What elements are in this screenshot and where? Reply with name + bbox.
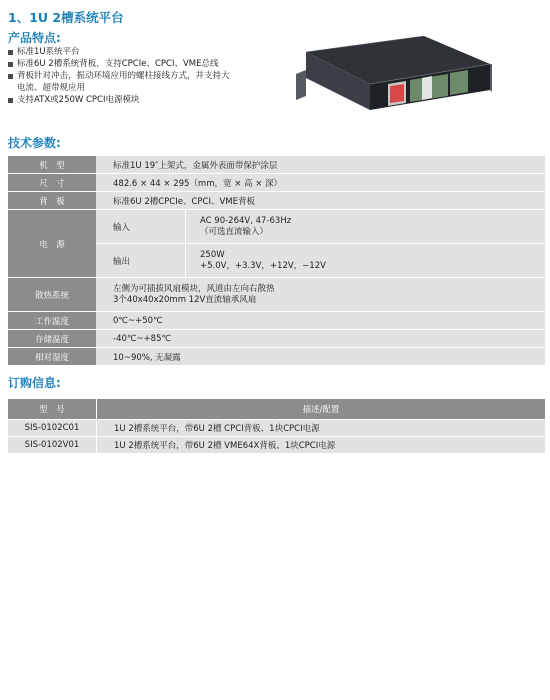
spec-label: 机 型 xyxy=(8,156,96,173)
order-description: 1U 2槽系统平台，带6U 2槽 CPCI背板、1块CPCI电源 xyxy=(97,420,545,436)
column-header-model: 型 号 xyxy=(8,399,97,419)
list-item: 背板针对冲击，振动环境应用的螺柱接线方式，并支持大 xyxy=(8,70,283,82)
spec-value: 482.6 × 44 × 295（mm，宽 × 高 × 深） xyxy=(96,174,545,191)
table-row xyxy=(8,174,545,191)
spec-label: 背 板 xyxy=(8,192,96,209)
table-row xyxy=(8,278,545,311)
table-row xyxy=(8,156,545,173)
spec-label: 电 源 xyxy=(8,210,96,277)
order-table xyxy=(8,398,545,454)
page-title: 1、1U 2槽系统平台 xyxy=(8,10,124,25)
spec-value: 标准1U 19″上架式，金属外表面带保护涂层 xyxy=(96,156,545,173)
order-model: SIS-0102V01 xyxy=(8,437,97,453)
bullet-icon xyxy=(8,62,13,67)
order-description: 1U 2槽系统平台，带6U 2槽 VME64X背板、1块CPCI电源 xyxy=(97,437,545,453)
table-row xyxy=(8,192,545,209)
list-item-continuation: 电流、超带规应用 xyxy=(17,83,86,93)
table-header-row xyxy=(8,399,545,419)
table-row xyxy=(8,330,545,347)
table-row xyxy=(8,348,545,365)
power-output-value: 250W +5.0V，+3.3V，+12V，−12V xyxy=(186,244,545,277)
table-row xyxy=(8,420,545,436)
power-input-label: 输入 xyxy=(96,210,186,243)
spec-label: 尺 寸 xyxy=(8,174,96,191)
table-row xyxy=(8,437,545,453)
spec-value: -40℃~+85℃ xyxy=(96,330,545,347)
power-output-label: 输出 xyxy=(96,244,186,277)
bullet-icon xyxy=(8,50,13,55)
table-row xyxy=(8,312,545,329)
chassis-product-image xyxy=(292,34,492,126)
table-row xyxy=(8,210,545,243)
features-list xyxy=(8,46,283,106)
specs-heading: 技术参数: xyxy=(8,136,61,150)
order-model: SIS-0102C01 xyxy=(8,420,97,436)
order-heading: 订购信息: xyxy=(8,376,61,390)
spec-value: 左侧为可插拔风扇模块，风道由左向右散热 3个40x40x20mm 12V直流轴承风扇 xyxy=(96,278,545,311)
spec-label: 存储温度 xyxy=(8,330,96,347)
list-item: 支持ATX或250W CPCI电源模块 xyxy=(8,94,283,106)
power-input-value: AC 90-264V, 47-63Hz （可选直流输入） xyxy=(186,210,545,243)
list-item: 标准1U系统平台 xyxy=(8,46,283,58)
spec-label: 工作温度 xyxy=(8,312,96,329)
list-item: 标准6U 2槽系统背板，支持CPCIe、CPCI、VME总线 xyxy=(8,58,283,70)
spec-value: 0℃~+50℃ xyxy=(96,312,545,329)
bullet-icon xyxy=(8,74,13,79)
column-header-description: 描述/配置 xyxy=(97,399,545,419)
bullet-icon xyxy=(8,98,13,103)
spec-value: 标准6U 2槽CPCIe、CPCI、VME背板 xyxy=(96,192,545,209)
spec-label: 散热系统 xyxy=(8,278,96,311)
spec-label: 相对湿度 xyxy=(8,348,96,365)
spec-value: 10~90%, 无凝露 xyxy=(96,348,545,365)
specs-table xyxy=(8,155,545,366)
features-heading: 产品特点: xyxy=(8,31,61,45)
